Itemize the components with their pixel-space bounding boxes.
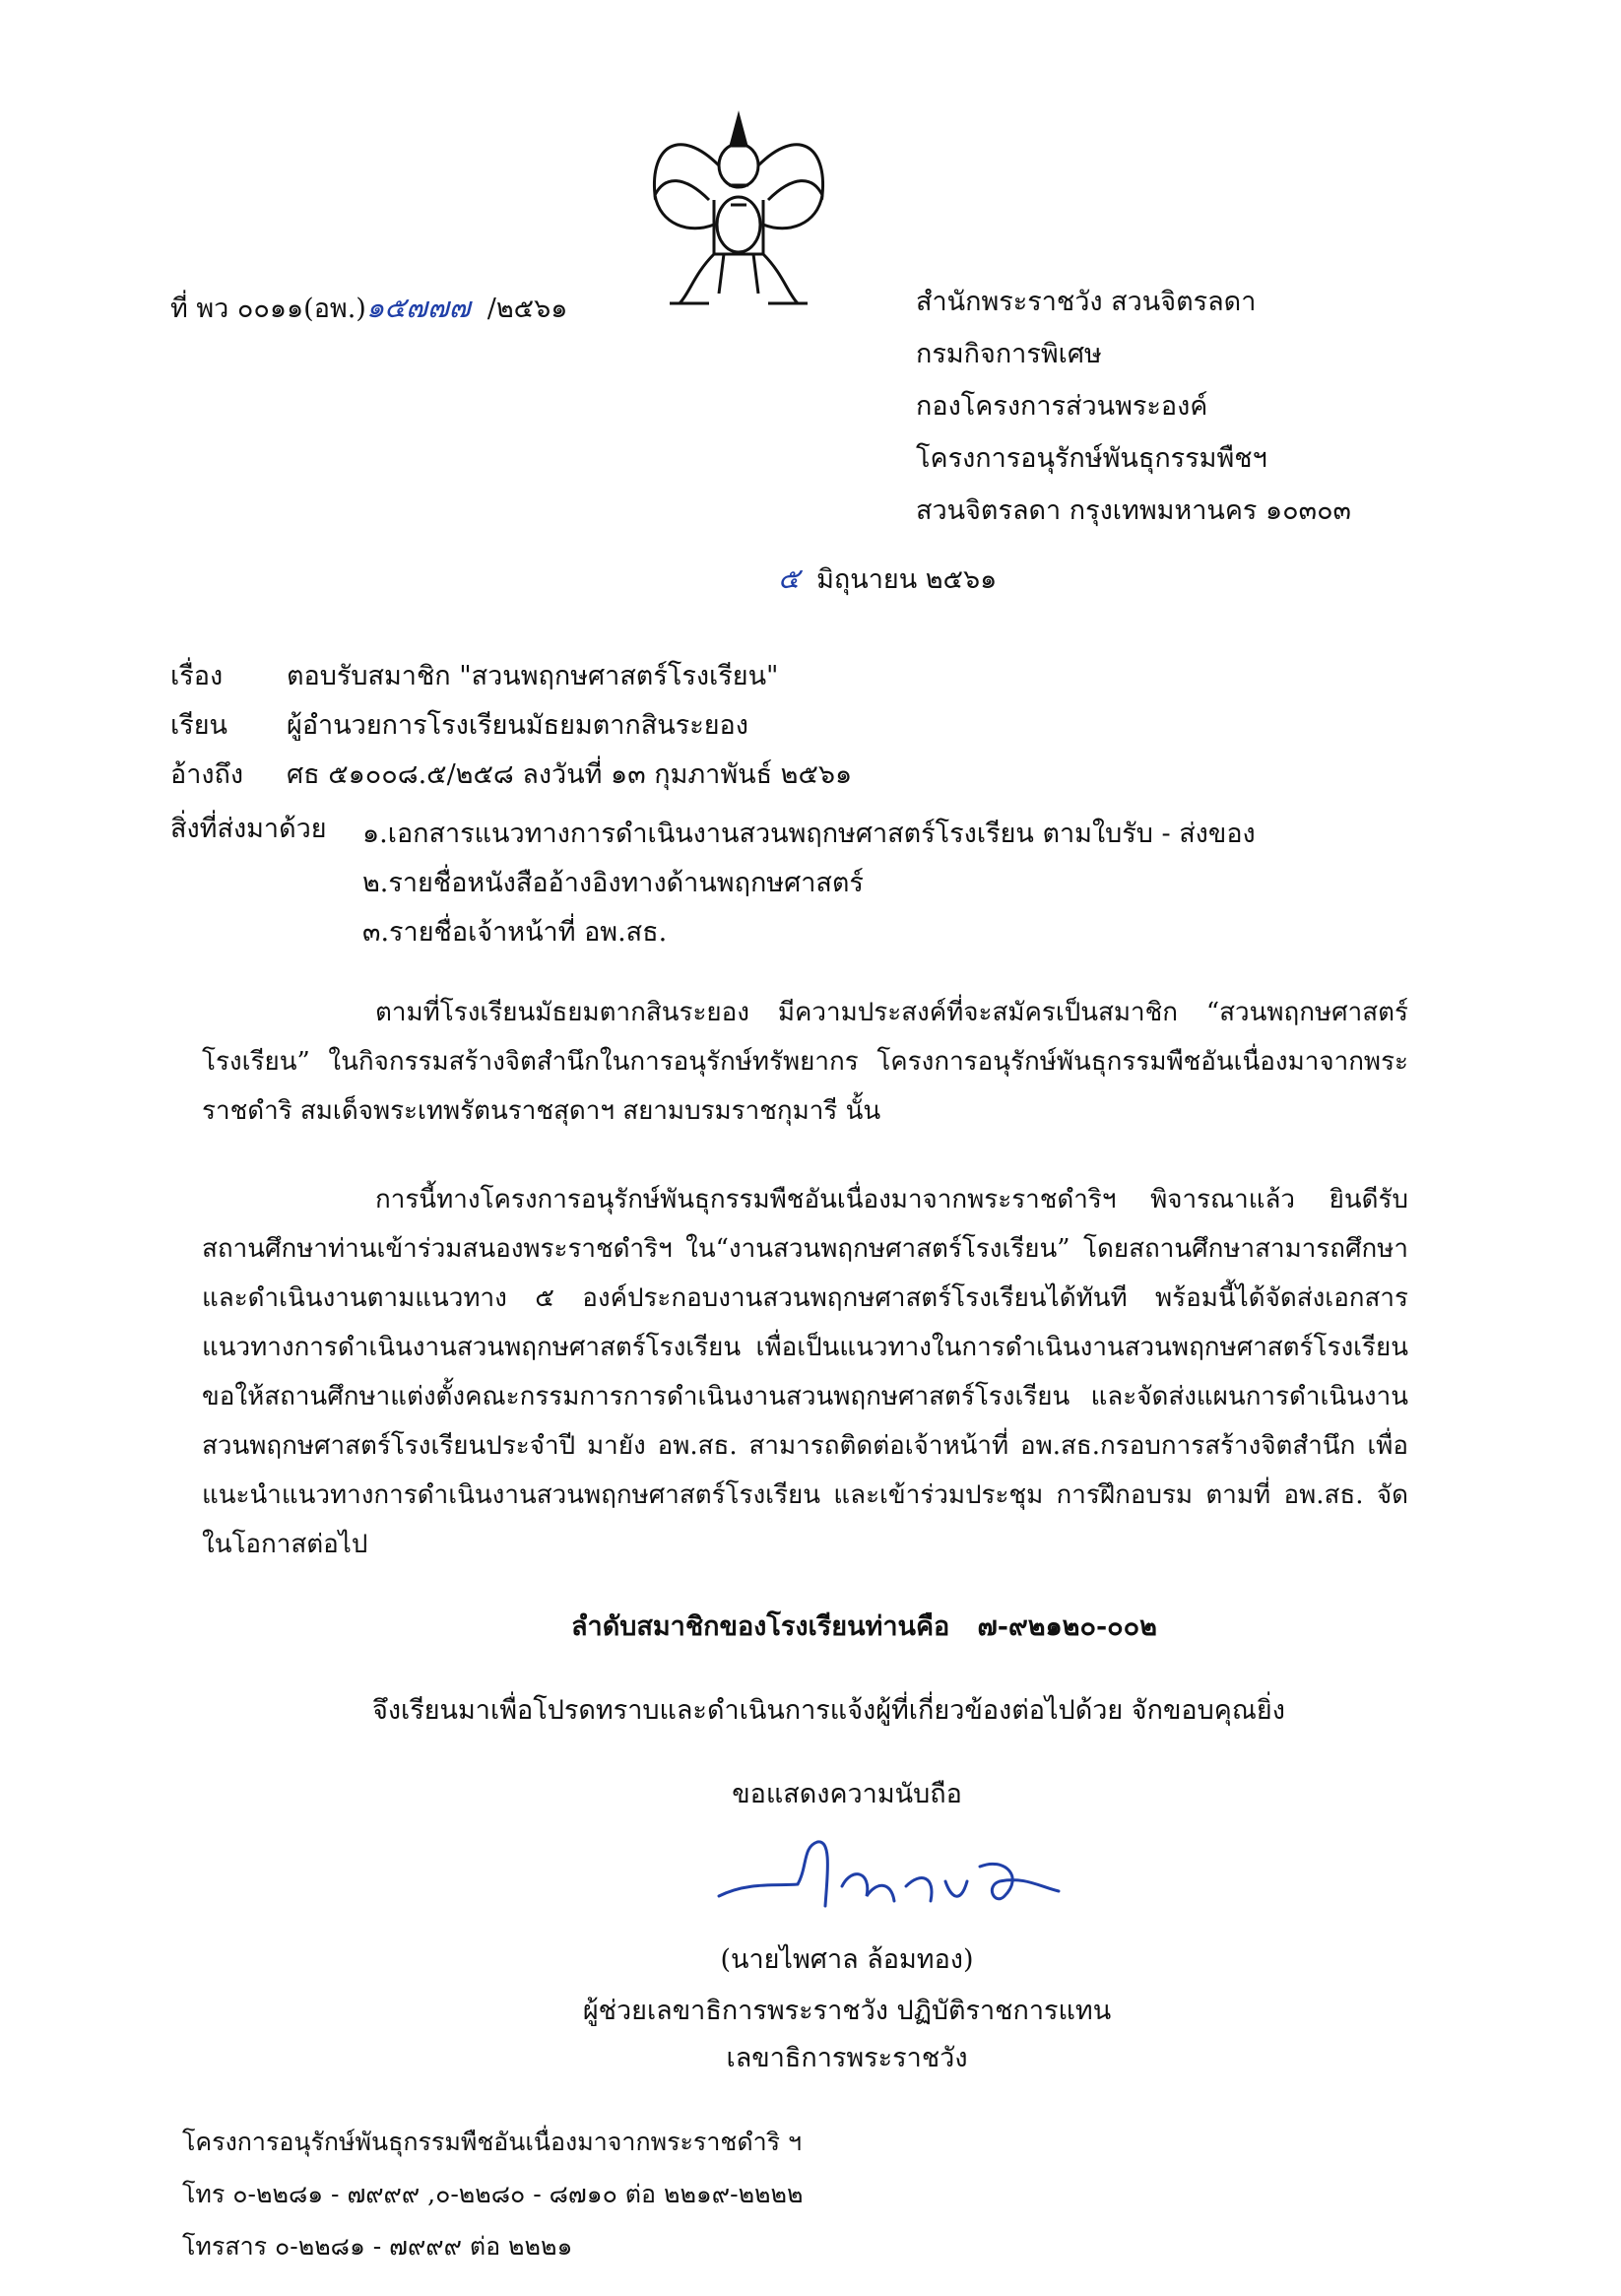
address-line: กรมกิจการพิเศษ (916, 339, 1102, 369)
footer-org: โครงการอนุรักษ์พันธุกรรมพืชอันเนื่องมาจากพระราชดำริ ฯ (182, 2128, 803, 2156)
enclosure-list (362, 810, 1256, 957)
garuda-emblem-icon (640, 106, 837, 323)
member-label: ลำดับสมาชิกของโรงเรียนท่านคือ (571, 1611, 950, 1642)
enclosure-label: สิ่งที่ส่งมาด้วย (170, 814, 327, 844)
subject-label: เรื่อง (170, 661, 224, 691)
sender-address (916, 276, 1351, 537)
reference-label: อ้างถึง (170, 759, 244, 790)
subject-text: ตอบรับสมาชิก "สวนพฤกษศาสตร์โรงเรียน" (287, 661, 779, 691)
address-line: สำนักพระราชวัง สวนจิตรลดา (916, 287, 1257, 317)
member-number-line (571, 1607, 1157, 1647)
enclosure-item: ๓.รายชื่อเจ้าหน้าที่ อพ.สธ. (362, 917, 668, 948)
footer-contact (182, 2116, 803, 2272)
reference-text: ศธ ๕๑๐๐๘.๕/๒๕๘ ลงวันที่ ๑๓ กุมภาพันธ์ ๒๕๖๑ (287, 759, 853, 790)
footer-phone: โทร ๐-๒๒๘๑ - ๗๙๙๙ ,๐-๒๒๘๐ - ๘๗๑๐ ต่อ ๒๒๑๙-๒๒๒๒ (182, 2180, 804, 2208)
signer-name: (นายไพศาล ล้อมทอง) (720, 1944, 974, 1975)
enclosure-item: ๑.เอกสารแนวทางการดำเนินงานสวนพฤกษศาสตร์โรงเรียน ตามใบรับ - ส่งของ (362, 819, 1256, 849)
reference-line (170, 755, 852, 795)
reference-year: /๒๕๖๑ (486, 294, 568, 324)
signer-position-2: เลขาธิการพระราชวัง (726, 2043, 968, 2073)
letter-date (778, 558, 997, 600)
address-line: สวนจิตรลดา กรุงเทพมหานคร ๑๐๓๐๓ (916, 495, 1352, 526)
date-month-year: มิถุนายน ๒๕๖๑ (816, 564, 998, 595)
date-day: ๕ (778, 561, 800, 595)
reference-number (170, 288, 567, 329)
body-paragraph-1: ตามที่โรงเรียนมัธยมตากสินระยอง มีความประสงค์ที่จะสมัครเป็นสมาชิก “สวนพฤกษศาสตร์โรงเรียน” ในกิจกรรมสร้างจิตสำนึกในการอนุรักษ์ทรัพยากร โครงการอนุรักษ์พันธุกรรมพืชอันเนื่องมาจากพระราชดำริ สมเด็จพระเทพรัตนราชสุดาฯ สยามบรมราชกุมารี นั้น (202, 998, 1408, 1126)
salutation: ขอแสดงความนับถือ (732, 1779, 962, 1809)
recipient-label: เรียน (170, 710, 228, 741)
closing-line: จึงเรียนมาเพื่อโปรดทราบและดำเนินการแจ้งผู้ที่เกี่ยวข้องต่อไปด้วย จักขอบคุณยิ่ง (372, 1695, 1285, 1726)
signature-mark-icon (709, 1827, 1073, 1935)
body-paragraph-2: การนี้ทางโครงการอนุรักษ์พันธุกรรมพืชอันเนื่องมาจากพระราชดำริฯ พิจารณาแล้ว ยินดีรับสถานศึกษาท่านเข้าร่วมสนองพระราชดำริฯ ใน“งานสวนพฤกษศาสตร์โรงเรียน” โดยสถานศึกษาสามารถศึกษาและดำเนินงานตามแนวทาง ๕ องค์ประกอบงานสวนพฤกษศาสตร์โรงเรียนได้ทันที พร้อมนี้ได้จัดส่งเอกสารแนวทางการดำเนินงานสวนพฤกษศาสตร์โรงเรียน เพื่อเป็นแนวทางในการดำเนินงานสวนพฤกษศาสตร์โรงเรียน ขอให้สถานศึกษาแต่งตั้งคณะกรรมการการดำเนินงานสวนพฤกษศาสตร์โรงเรียน และจัดส่งแผนการดำเนินงานสวนพฤกษศาสตร์โรงเรียนประจำปี มายัง อพ.สธ. สามารถติดต่อเจ้าหน้าที่ อพ.สธ.กรอบการสร้างจิตสำนึก เพื่อแนะนำแนวทางการดำเนินงานสวนพฤกษศาสตร์โรงเรียน และเข้าร่วมประชุม การฝึกอบรม ตามที่ อพ.สธ. จัดในโอกาสต่อไป (202, 1185, 1408, 1559)
member-number: ๗-๙๒๑๒๐-๐๐๒ (977, 1611, 1157, 1642)
reference-handwritten: ๑๕๗๗๗ (365, 291, 471, 324)
signer-position-1: ผู้ช่วยเลขาธิการพระราชวัง ปฏิบัติราชการแทน (582, 1996, 1112, 2026)
enclosure-item: ๒.รายชื่อหนังสืออ้างอิงทางด้านพฤกษศาสตร์ (362, 868, 864, 898)
reference-prefix: ที่ พว ๐๐๑๑(อพ.) (170, 294, 366, 324)
recipient-line (170, 706, 748, 746)
subject-line (170, 657, 778, 696)
footer-fax: โทรสาร ๐-๒๒๘๑ - ๗๙๙๙ ต่อ ๒๒๒๑ (182, 2232, 573, 2261)
recipient-text: ผู้อำนวยการโรงเรียนมัธยมตากสินระยอง (287, 710, 748, 741)
address-line: กองโครงการส่วนพระองค์ (916, 391, 1208, 422)
address-line: โครงการอนุรักษ์พันธุกรรมพืชฯ (916, 443, 1267, 474)
